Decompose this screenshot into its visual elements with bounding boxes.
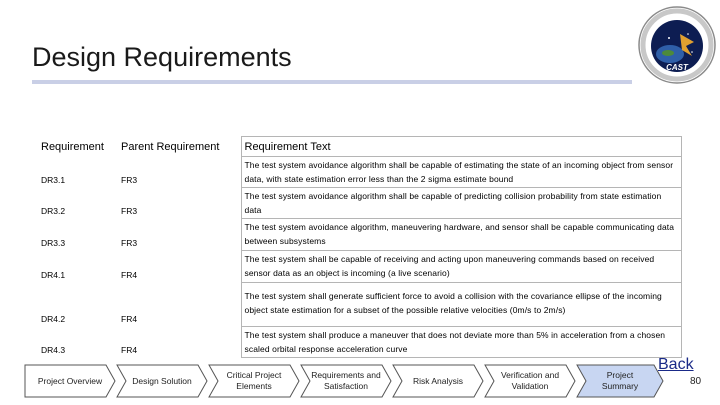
cast-logo-icon bbox=[636, 4, 718, 86]
nav-project-summary[interactable] bbox=[576, 364, 664, 398]
nav-critical-project-elements[interactable] bbox=[208, 364, 300, 398]
back-link[interactable]: Back bbox=[658, 356, 694, 373]
section-nav-bar bbox=[24, 364, 664, 398]
parent-requirement: FR3 bbox=[121, 205, 138, 216]
requirement-text: The test system avoidance algorithm, maneuvering hardware, and sensor shall be capable communicating data between subsystems bbox=[241, 219, 682, 251]
requirement-id: DR3.3 bbox=[41, 237, 66, 248]
requirement-text: The test system avoidance algorithm shall be capable of predicting collision probability from state estimation data bbox=[241, 188, 682, 219]
nav-verification-and-validation[interactable] bbox=[484, 364, 576, 398]
table-row bbox=[38, 157, 682, 188]
nav-label: Project Overview bbox=[37, 375, 103, 386]
nav-label: Requirements and Satisfaction bbox=[311, 370, 381, 391]
header-requirement-text: Requirement Text bbox=[241, 137, 682, 157]
nav-project-overview[interactable] bbox=[24, 364, 116, 398]
table-row bbox=[38, 327, 682, 358]
table-row bbox=[38, 251, 682, 283]
nav-label: Risk Analysis bbox=[412, 375, 464, 386]
requirement-text: The test system shall generate sufficient force to avoid a collision with the covariance ellipse of the incoming object state estimation for a subset of the possible relative velocities (0m/s to 2m/s) bbox=[241, 283, 682, 327]
nav-label: Project Summary bbox=[601, 370, 639, 391]
page-number: 80 bbox=[690, 376, 702, 387]
requirement-id: DR3.2 bbox=[41, 205, 66, 216]
nav-requirements-and-satisfaction[interactable] bbox=[300, 364, 392, 398]
nav-design-solution[interactable] bbox=[116, 364, 208, 398]
title-underline bbox=[32, 80, 632, 84]
slide-title: Design Requirements bbox=[32, 42, 292, 72]
requirement-text: The test system shall produce a maneuver that does not deviate more than 5% in acceleration from a chosen scaled orbital response acceleration curve bbox=[241, 327, 682, 358]
nav-label: Verification and Validation bbox=[500, 370, 560, 391]
requirement-id: DR4.2 bbox=[41, 313, 66, 324]
requirement-id: DR4.1 bbox=[41, 269, 66, 280]
svg-text:CAST: CAST bbox=[666, 63, 688, 72]
table-row bbox=[38, 283, 682, 327]
requirement-text: The test system shall be capable of receiving and acting upon maneuvering commands based on received sensor data as an object is incoming (a live scenario) bbox=[241, 251, 682, 283]
parent-requirement: FR3 bbox=[121, 237, 138, 248]
requirements-table bbox=[38, 136, 682, 358]
nav-risk-analysis[interactable] bbox=[392, 364, 484, 398]
parent-requirement: FR3 bbox=[121, 174, 138, 185]
parent-requirement: FR4 bbox=[121, 313, 138, 324]
parent-requirement: FR4 bbox=[121, 269, 138, 280]
requirement-text: The test system avoidance algorithm shall be capable of estimating the state of an incoming object from sensor data, with state estimation error less than the 2 sigma estimate bound bbox=[241, 157, 682, 188]
requirement-id: DR3.1 bbox=[41, 174, 66, 185]
nav-label: Design Solution bbox=[132, 375, 192, 386]
requirement-id: DR4.3 bbox=[41, 344, 66, 355]
header-requirement: Requirement bbox=[41, 140, 104, 153]
nav-label: Critical Project Elements bbox=[226, 370, 282, 391]
header-parent-requirement: Parent Requirement bbox=[121, 140, 220, 153]
table-row bbox=[38, 188, 682, 219]
table-header-row bbox=[38, 137, 682, 157]
table-row bbox=[38, 219, 682, 251]
parent-requirement: FR4 bbox=[121, 344, 138, 355]
